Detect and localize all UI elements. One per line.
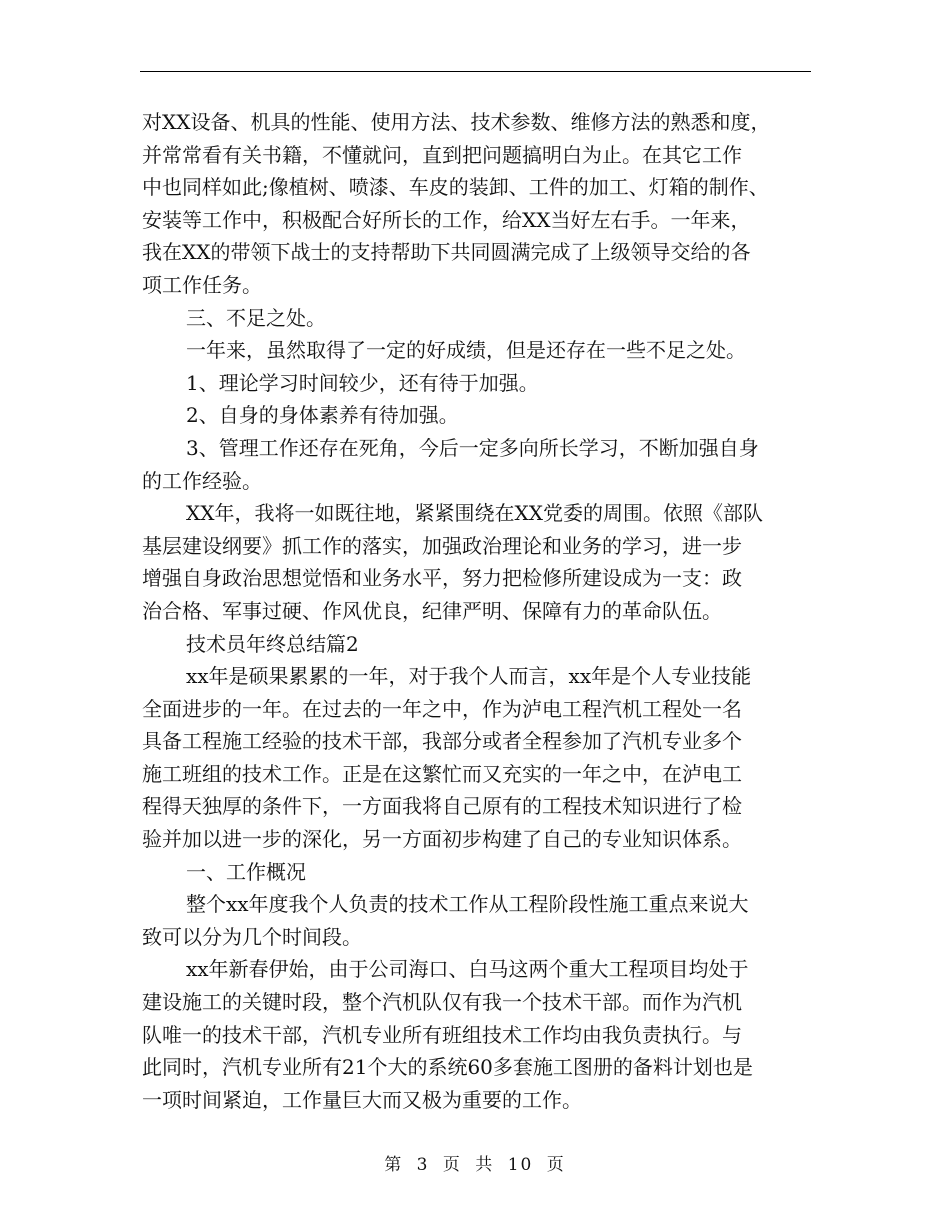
text-line: 对XX设备、机具的性能、使用方法、技术参数、维修方法的熟悉和度， [142,110,771,134]
text-line: 三、不足之处。 [186,305,326,330]
text-line: 致可以分为几个时间段。 [142,924,362,949]
body-text [142,106,814,1116]
text-line: xx年新春伊始，由于公司海口、白马这两个重大工程项目均处于 [186,957,749,982]
text-line: 队唯一的技术干部，汽机专业所有班组技术工作均由我负责执行。与 [142,1022,742,1047]
text-line: 全面进步的一年。在过去的一年之中，作为泸电工程汽机工程处一名 [142,696,742,721]
text-line: 一、工作概况 [186,859,306,884]
text-line: 技术员年终总结篇2 [186,631,359,656]
text-line: 的工作经验。 [142,468,262,493]
text-line: 验并加以进一步的深化，另一方面初步构建了自己的专业知识体系。 [142,827,742,852]
text-line: xx年是硕果累累的一年，对于我个人而言，xx年是个人专业技能 [186,664,752,689]
text-line: 施工班组的技术工作。正是在这繁忙而又充实的一年之中，在泸电工 [142,761,742,786]
text-line: 2、自身的身体素养有待加强。 [186,403,459,428]
text-line: 一年来，虽然取得了一定的好成绩，但是还存在一些不足之处。 [186,338,746,363]
page-footer: 第 3 页 共 10 页 [384,1155,566,1175]
text-line: 基层建设纲要》抓工作的落实，加强政治理论和业务的学习，进一步 [142,533,742,558]
text-line: 并常常看有关书籍，不懂就问，直到把问题搞明白为止。在其它工作 [142,142,742,167]
text-line: 治合格、军事过硬、作风优良，纪律严明、保障有力的革命队伍。 [142,598,722,623]
text-line: 增强自身政治思想觉悟和业务水平，努力把检修所建设成为一支：政 [142,566,742,591]
text-line: XX年，我将一如既往地，紧紧围绕在XX党委的周围。依照《部队 [186,501,763,526]
text-line: 我在XX的带领下战士的支持帮助下共同圆满完成了上级领导交给的各 [142,240,751,265]
text-line: 具备工程施工经验的技术干部，我部分或者全程参加了汽机专业多个 [142,729,742,754]
text-line: 程得天独厚的条件下，一方面我将自己原有的工程技术知识进行了检 [142,794,742,819]
text-line: 建设施工的关键时段，整个汽机队仅有我一个技术干部。而作为汽机 [142,990,742,1015]
text-line: 3、管理工作还存在死角，今后一定多向所长学习，不断加强自身 [186,435,759,460]
text-line: 中也同样如此;像植树、喷漆、车皮的装卸、工件的加工、灯箱的制作、 [142,175,769,200]
text-line: 安装等工作中，积极配合好所长的工作，给XX当好左右手。一年来， [142,207,751,232]
text-line: 整个xx年度我个人负责的技术工作从工程阶段性施工重点来说大 [186,892,749,917]
text-line: 此同时，汽机专业所有21个大的系统60多套施工图册的备料计划也是 [142,1055,753,1080]
header-rule [140,71,811,72]
text-line: 项工作任务。 [142,272,262,297]
text-line: 一项时间紧迫，工作量巨大而又极为重要的工作。 [142,1087,582,1112]
text-line: 1、理论学习时间较少，还有待于加强。 [186,370,539,395]
